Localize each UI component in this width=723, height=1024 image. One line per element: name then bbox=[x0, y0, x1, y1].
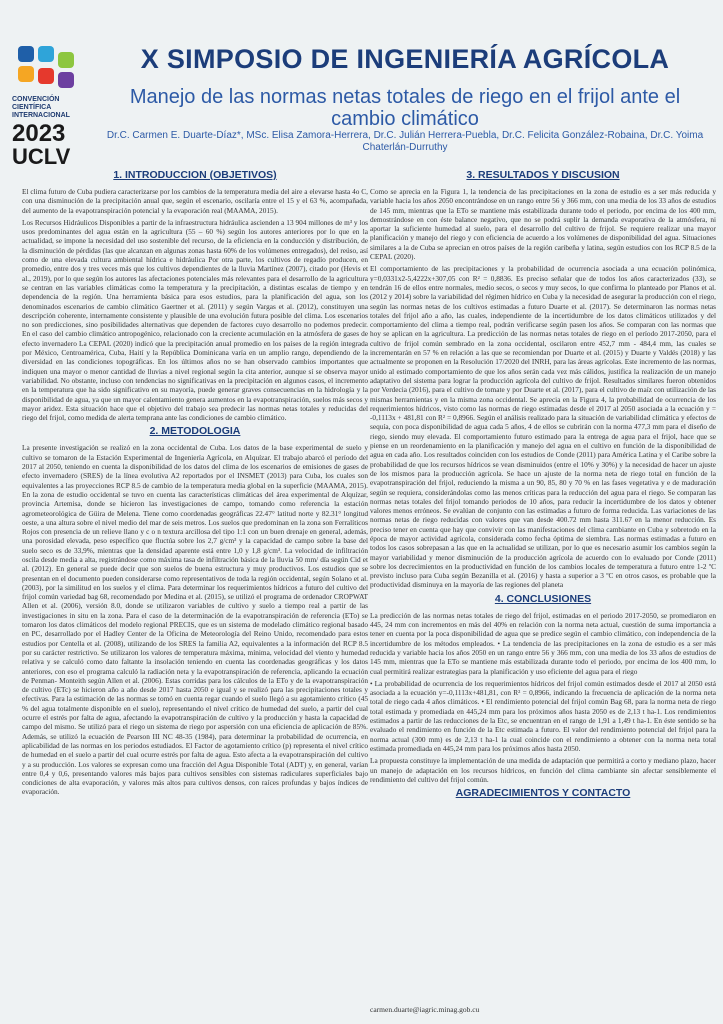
logo-text: CONVENCIÓN CIENTÍFICA INTERNACIONAL bbox=[12, 96, 70, 119]
method-paragraph: La presente investigación se realizó en la zona occidental de Cuba. Los datos de la base experimental de suelo y cultivo se tomaron de la Estación Experimental de Ingeniería Agrícola, en Alquízar. El trabajo abarcó el período del 2017 al 2050, teniendo en cuenta la disponibilidad de los datos del clima de los escenarios de emisiones de gases de efecto invernadero (SRES) de la línea evolutiva A2 reportados por el INSMET (2013) para Cuba, los cuales son equivalentes a las proyecciones RCP 8.5 de cambio de la temperatura media global en la superficie (MAAMA, 2015). En la zona de estudio occidental se tuvo en cuenta las características climáticas del área experimental de Alquízar, provincia Artemisa, donde se hicieron las investigaciones de campo, tomando como referencia la estación agrometeorológica de Güira de Melena. Tiene como coordenadas geográficas 22.47° latitud norte y 82.31° longitud oeste, a una altura sobre el nivel medio del mar de seis metros. Los suelos que predominan en la zona son Ferralíticos Rojos con presencia de un relieve llano y c o n textura arcillosa del tipo 1:1 con un buen drenaje en general, además, una porosidad elevada, peso específico que fluctúa sobre los 2,7 g/cm³ y la capacidad de campo sobre la base del suelo seco es de 33,9%, mientras que la densidad aparente está entre 1,0 y 1,8 g/cm³. La velocidad de infiltración oscila desde media a alta, registrándose como máxima tasa de infiltración básica de la lluvia 50 mm/ día según Cid et al. (2012). En general se puede decir que son suelos de buena estructura y muy productivos. Los estudios que se presentan en el documento pueden considerarse como representativos de toda la región occidental, según Solano et al. (2003), por la similitud en los suelos y el clima. Para determinar los requerimientos hídricos a futuro del cultivo del frijol común variedad bag 68, recomendado por Medina et al. (2015), se utilizó el programa de ordenador CROPWAT Allen et al. (2006), versión 8.0, donde se utilizaron variables de cultivo y suelo a tiempo real a partir de las investigaciones in situ en la zona. Para el caso de la determinación de la evapotranspiración de referencia (ETo) se tomaron los datos climáticos del modelo regional PRECIS, que es un sistema de modelado climático regional basado en PC, desarrollado por el Hadley Center de la Oficina de Meteorología del Reino Unido, recomendado para estos estudios por Centella et al. (2008), utilizando de los SRES la familia A2, equivalentes a la información del RCP 8.5 por su carácter restrictivo. Se utilizaron los valores de temperatura máxima, mínima, velocidad del viento y humedad relativa y se calculó como dato faltante la insolación teniendo en cuenta las coordenadas geográficas y los datos anteriores, con eso el programa calculó la radiación neta y la evapotranspiración de referencia, aplicando la ecuación de Penman- Monteith según Allen et al. (2006). Estas corridas para los cálculos de la ETo y de la evapotranspiración de cultivo (ETc) se hicieron año a año desde 2017 hasta 2050 e igual y se realizó para las precipitaciones totales y efectivas. Para la estimación de las normas se tomó en cuenta regar cuando el suelo llegó a su agotamiento crítico (45 % del agua totalmente disponible en el suelo), representando el nivel crítico de humedad del suelo, a partir del cual ocurre el estrés por falta de agua, afectando la evapotranspiración de cultivo y la producción y hasta la capacidad de campo del mismo. Se utilizó para el riego un sistema de riego por aspersión con una eficiencia de aplicación de 85%. Además, se utilizó la ecuación de Pearson III NC 48-35 (1984), para determinar la probabilidad de ocurrencia, en aplicabilidad de las normas en los periodos estudiados. El Factor de agotamiento crítico (p) representa el nivel crítico de humedad en el suelo a partir del cual ocurre estrés por falta de agua. Esto afecta a la evapotranspiración del cultivo y a su producción. Los valores se expresan como una fracción del Agua Disponible Total (ADT) y, en general, varían entre 0,4 y 0,6, presentando valores más bajos para cultivos sensibles con sistemas radiculares superficiales bajo condiciones de alta evaporación, y valores más altos para cultivos densos, con raíces profundas y bajos índices de evaporación. bbox=[22, 443, 368, 797]
results-paragraph: Como se aprecia en la Figura 1, la tendencia de las precipitaciones en la zona de estudio es a ser más reducida y variable hacia los años 2050 encontrándose en un rango entre 56 y 366 mm, con una media de los 33 años de estudios de 145 mm, mientras que la ETo se mantiene más estabilizada durante todo el periodo, por encima de los 400 mm, demostrándose en con éste balance negativo, que no se podrá suplir la demanda evaporativa de la atmósfera, ni aportar la suficiente humedad al suelo, para el desarrollo del cultivo de frijol. Se requiere realizar una mayor planificación y manejo del riego y con eficiencia de acuerdo a los volúmenes de disponibilidad del agua. Situaciones similares a la de Cuba se aprecian en otros países de la región caribeña y latina, según estudios con los RCP 8.5 de la CEPAL (2020). bbox=[370, 187, 716, 262]
authors: Dr.C. Carmen E. Duarte-Díaz*, MSc. Elisa Zamora-Herrera, Dr.C. Julián Herrera-Puebla, Dr.C. Felicita González-Robaina, Dr.C. Yoima Chaterlán-Durruthy bbox=[106, 130, 704, 153]
intro-paragraph: El clima futuro de Cuba pudiera caracterizarse por los cambios de la temperatura media del aire a elevarse hasta 4o C, con una disminución de la precipitación anual que, según el escenario, oscilaría entre el 15 y el 63 %, acompañada, del aumento de la evapotranspiración potencial y la evaporación real (MAAMA, 2015). bbox=[22, 187, 368, 215]
left-column bbox=[22, 167, 368, 800]
results-paragraph: El comportamiento de las precipitaciones y la probabilidad de ocurrencia asociada a una ecuación polinómica, y=0,0331x2-5,4222x+307,05 con R² = 0,8836. Es preciso señalar que de todos los años caracterizados (33), se tendrán 16 de ellos entre normales, medio secos, o secos y muy secos, lo que confirma lo planteado por Planos et al. (2012 y 2014) sobre la variabilidad del régimen hídrico en Cuba y la necesidad de asegurar la producción con el riego, según las normas netas de los cultivos estimadas a futuro Duarte et al. (2017). Se determinaron las normas netas totales del frijol año a año, las cuales, independiente de la incertidumbre de los datos climáticos utilizados y del comportamiento del clima a tiempo real, podrán verificarse según pasen los años. Se comparan con las normas que hoy se aplican en la agricultura. La predicción de las normas netas totales de riego en el período 2017-2050, para el cultivo de frijol común sembrado en la zona occidental, oscilaron entre 452,7 mm - 484,4 mm, las cuales se incrementarán en 57 % en relación a las que se recomiendan por Duarte et al. (2015) y Duarte y Valdés (2018) y las actualmente se proponen en la Resolución 17/2020 del INRH, para las áreas agrícolas. Este incremento de las normas, unido al estimado comportamiento de que los años serán cada vez más cálidos, justifica la realización de un manejo adaptativo del sistema para lograr la producción agrícola del cultivo de frijol. Resultados similares fueron obtenidos por Verdecia (2016), para el cultivo de tomate y por Duarte et al. (2017), para el cultivo de maíz con utilización de las mismas herramientas y en la misma zona occidental. Se aprecia en la Figura 4, la probabilidad de ocurrencia de los requerimientos hídricos, visto como las normas de riego estimadas desde el 2017 al 2050 asociada a la ecuación y = -0,1113x + 481,81 con R² = 0,8966. Según el análisis realizado para la situación de variabilidad climática y efectos de sequía, con poca disponibilidad de agua cada 5 años, 4 de ellos se cubrirán con la norma 477,3 mm para el diseño de riego, siendo muy elevada. El comportamiento futuro estimado para la entrega de agua para el frijol, hace que se piense en un reordenamiento en la planificación y manejo del agua en el cultivo en función de la disponibilidad de agua en cada año. Los resultados coinciden con los estudios de Conde (2011) para América Latina y el Caribe sobre la probabilidad de que los recursos hídricos se vean disminuidos (entre el 10% y 30%) y la necesidad de hacer un ajuste de los mismos para la producción agrícola. Se hace un ajuste de la norma neta de riego total en función de la evapotranspiración del frijol, reduciendo la misma a un 90, 85, 80 y 70 % en las fases vegetativa y e de maduración según se requiera, considerándolas como las menos críticas para la reducción del agua para el riego. Se comparan las normas netas totales del frijol tomando periodos de 10 años, para reducir la incertidumbre de los datos y obtener valores menos erróneos. Se evalúan de conjunto con las estimadas a futuro de forma reducida. Las variaciones de las normas netas de riego reducidas con valores que van desde 400.72 mm hasta 311.67 en la menor reducción. Es preciso tener en cuenta que hay que convivir con las manifestaciones del clima cambiante en Cuba y sobretodo en la época de mayor actividad agrícola, considerada como fecha óptima de siembra. Las normas estimadas a futuro en todos los casos sobrepasan a las que en la actualidad se utilizan, por lo que es necesario asumir los cambios según la mayor variabilidad y menor disminución de la producción agrícola de acuerdo con lo evaluado por Conde (2011) sobre los decrecimientos en la productividad en función de los cambios locales de temperatura a futuro entre 1-2 ºC previsto incluso para Cuba según Bezanilla et al. (2016) y hasta a superior a 3 ºC en otros casos, es probable que la productividad disminuya en la mayoría de las regiones del planeta bbox=[370, 264, 716, 590]
logo-squares bbox=[18, 46, 78, 90]
results-heading: 3. RESULTADOS Y DISCUSION bbox=[466, 169, 620, 181]
intro-heading: 1. INTRODUCCION (OBJETIVOS) bbox=[113, 169, 277, 181]
conclusions-paragraph: La predicción de las normas netas totales de riego del frijol, estimadas en el periodo 2017-2050, se promediaron en 445, 24 mm con incrementos en más del 40% en relación con la norma neta actual, cuestión de suma importancia a tener en cuenta por la poca disponibilidad de agua que se predice según el cambio climático, con independencia de la incertidumbre de los métodos empleados. • La tendencia de las precipitaciones en la zona de estudio es a ser más reducida y variable hacia los años 2050 en un rango entre 56 y 366 mm, con una media de los 33 años de estudios de 145 mm, mientras que la ETo se mantiene más estabilizada durante todo el periodo, por encima de los 400 mm, lo cual permitirá realizar estrategias para la planificación y uso eficiente del agua para el riego bbox=[370, 610, 716, 676]
symposium-title: X SIMPOSIO DE INGENIERÍA AGRÍCOLA bbox=[140, 44, 670, 74]
contact-email[interactable]: carmen.duarte@iagric.minag.gob.cu bbox=[370, 1005, 480, 1014]
conclusions-paragraph: La propuesta constituye la implementación de una medida de adaptación que permitirá a corto y mediano plazo, hacer un manejo de adaptación en los recursos hídricos, en función del clima cambiante sin afectar sensiblemente el rendimiento del cultivo del frijol común. bbox=[370, 756, 716, 784]
intro-paragraph: Los Recursos Hidráulicos Disponibles a partir de la infraestructura hidráulica ascienden a 13 904 millones de m³ y los usos predominantes del agua están en la agricultura (55 – 60 %) según los autores anteriores por lo que en la actualidad, se impone la necesidad del uso sostenible del recurso, de la eficiencia en la conducción y distribución, de la disminución de pérdidas (las que alcanzan en algunas zonas hasta 60% de los volúmenes entregados), del reúso, así como de una elevada cultura ambiental hídrica e hidráulica Por otra parte, los cultivos de regadío producen, en promedio, entre dos y tres veces más que los cultivos dependientes de la lluvia Martínez (2007), citado por (Hevis et al., 2019), por lo que según los autores las afectaciones potenciales más relevantes para el desarrollo de la agricultura se centran en las variables climáticas como la temperatura y la precipitación, a distintas escalas de tiempo y en dependencia de la región. Una herramienta básica para esos estudios, para la planificación del agua, son los denominados escenarios de cambio climático Gaertner et al. (2011) y según Vargas et al. (2012), constituyen una descripción coherente, internamente consistente y plausible de una evolución futura posible del clima. Los escenarios no son predicciones, sino posibilidades alternativas que dependen de factores cuyo desarrollo no podemos predecir. En el caso del cambio climático antropogénico, relacionado con la creciente acumulación en la atmósfera de gases de efecto invernadero La CEPAL (2020) indicó que la precipitación anual promedio en los países de la región integrada por México, Centroamérica, Cuba, Haití y la República Dominicana varía en un amplio rango, dependiendo de la diversidad en las condiciones topográficas. En los últimos años no se han observado cambios importantes que indiquen una mayor o menor cantidad de lluvias a nivel regional según la cita anterior, aunque sí se observa mayor variabilidad. No obstante, incluso con tendencias no significativas en la precipitación en algunos casos, el incremento en la temperatura que ha sido significativo en su mayoría, puede generar graves consecuencias en la hidrología y la disponibilidad de agua, ya que un mayor calentamiento genera aumentos en la evapotranspiración, suelos más secos y mayor aridez. Esta situación hace que el objetivo del trabajo sea predecir las normas netas totales y reducidas del riego del frijol, como medida de alerta temprana ante las condiciones de cambio climático. bbox=[22, 217, 368, 423]
logo-year: 2023 bbox=[12, 120, 66, 147]
method-heading: 2. METODOLOGIA bbox=[149, 425, 241, 438]
conclusions-heading: 4. CONCLUSIONES bbox=[494, 592, 592, 605]
conclusions-paragraph: • La probabilidad de ocurrencia de los requerimientos hídricos del frijol común estimados desde el 2017 al 2050 está asociada a la ecuación y=-0,1113x+481,81, con R² = 0,8966, indicando la frecuencia de aplicación de la norma neta total de riego cada 4 años climáticos. • El rendimiento potencial del frijol común Bag 68, para la norma neta de riego total estimada y promediada en 445,24 mm para los próximos años hasta 2050 es de 2,13 t ha-1. Los rendimientos estimados a partir de las reducciones de la Etc, se encuentran en el rango de 1,91 a 1,49 t ha-1. En éste sentido se ha evaluado el rendimiento en función de la Etc estimada a futuro. El valor del rendimiento potencial del frijol para la norma actual (300 mm) es de 2,13 t ha-1 la cual coincide con el rendimiento a obtener con la norma neta total estimada promediada en 445,24 mm para los próximos años hasta 2050. bbox=[370, 678, 716, 753]
ack-heading: AGRADECIMIENTOS Y CONTACTO bbox=[455, 787, 631, 800]
right-column bbox=[370, 167, 716, 805]
poster-title: Manejo de las normas netas totales de riego en el frijol ante el cambio climático bbox=[129, 86, 681, 130]
logo-uclv: UCLV bbox=[12, 144, 71, 169]
conference-logo bbox=[12, 46, 92, 169]
